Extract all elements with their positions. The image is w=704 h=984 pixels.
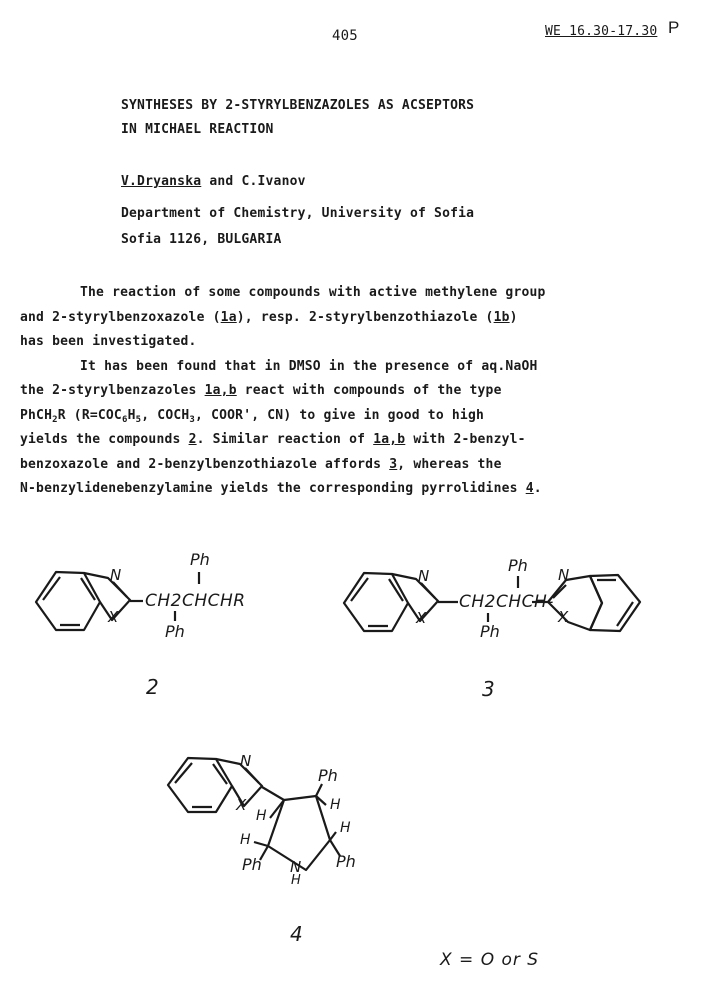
affiliation-line-2: Sofia 1126, BULGARIA bbox=[121, 232, 282, 247]
s3-chain-label: CH2CHCH- bbox=[459, 592, 554, 612]
compound-ref-1a: 1a bbox=[220, 309, 237, 325]
s2-ph-top: Ph bbox=[190, 550, 210, 569]
benzene-ring bbox=[36, 572, 100, 630]
s4-ph1-label: Ph bbox=[318, 766, 338, 785]
abstract-p2-line-2: the 2-styrylbenzazoles 1a,b react with compounds of the type bbox=[20, 383, 502, 398]
compound-ref-3: 3 bbox=[389, 456, 398, 472]
s4-number: 4 bbox=[290, 922, 303, 946]
abstract-p2-line-4: yields the compounds 2. Similar reaction of 1a,b with 2-benzyl- bbox=[20, 432, 526, 447]
abstract-p2-line-3: PhCH$_2$R ($R=COC_6H_5$, $COCH_3$, COOR', CN) to give in good to high bbox=[20, 407, 484, 425]
s3-ph-top: Ph bbox=[508, 556, 528, 575]
paper-title-line-1: SYNTHESES BY 2-STYRYLBENZAZOLES AS ACSEPTORS bbox=[121, 98, 475, 113]
s4-h2-label: H bbox=[330, 797, 341, 813]
page-number: 405 bbox=[332, 28, 358, 44]
compound-ref-4: 4 bbox=[525, 481, 534, 496]
s4-x-label: X bbox=[236, 796, 247, 814]
compound-ref-1ab: 1a,b bbox=[204, 383, 237, 398]
affiliation-line-1: Department of Chemistry, University of Sofia bbox=[121, 206, 475, 221]
s4-ph2-label: Ph bbox=[242, 855, 262, 874]
azole-ring bbox=[84, 573, 130, 620]
s3-x2-label: X bbox=[558, 608, 569, 626]
session-time: WE 16.30-17.30 bbox=[545, 24, 658, 39]
s3-x1-label: X bbox=[416, 609, 427, 627]
s3-n2-label: N bbox=[558, 566, 570, 584]
s4-n-label: N bbox=[240, 752, 252, 770]
abstract-p2-line-6: N-benzylidenebenzylamine yields the corresponding pyrrolidines 4. bbox=[20, 481, 542, 496]
s4-nh-h-label: H bbox=[291, 873, 301, 888]
s3-ph-bottom: Ph bbox=[480, 622, 500, 641]
authors bbox=[121, 174, 306, 189]
s2-number: 2 bbox=[146, 675, 159, 699]
x-legend: X = O or S bbox=[440, 950, 540, 970]
s2-chain-label: CH2CHCHR bbox=[145, 591, 246, 611]
session-mark: P bbox=[668, 18, 680, 37]
abstract-p1-line-1: The reaction of some compounds with active methylene group bbox=[80, 285, 546, 300]
s3-n1-label: N bbox=[418, 567, 430, 585]
abstract-p2-line-5: benzoxazole and 2-benzylbenzothiazole affords 3, whereas the bbox=[20, 456, 502, 472]
abstract-p2-line-1: It has been found that in DMSO in the presence of aq.NaOH bbox=[80, 358, 538, 374]
pyrrolidine-ring bbox=[268, 796, 330, 870]
s2-ph-bottom: Ph bbox=[165, 622, 185, 641]
author-2: C.Ivanov bbox=[241, 174, 306, 189]
s4-h4-label: H bbox=[240, 832, 251, 848]
s4-nh-n-label: N bbox=[290, 858, 302, 876]
compound-ref-1b: 1b bbox=[493, 309, 510, 325]
authors-and: and bbox=[209, 174, 234, 189]
author-1: V.Dryanska bbox=[121, 174, 202, 189]
s2-n-label: N bbox=[110, 566, 122, 584]
abstract-p1-line-3: has been investigated. bbox=[20, 334, 197, 349]
s4-h1-label: H bbox=[256, 808, 267, 824]
abstract bbox=[20, 281, 546, 502]
abstract-p1-line-2: and 2-styrylbenzoxazole (1a), resp. 2-styrylbenzothiazole (1b) bbox=[20, 309, 518, 325]
s4-h3-label: H bbox=[340, 820, 351, 836]
s2-x-label: X bbox=[108, 608, 119, 626]
paper-title-line-2: IN MICHAEL REACTION bbox=[121, 122, 274, 137]
s4-ph3-label: Ph bbox=[336, 852, 356, 871]
s3-number: 3 bbox=[482, 677, 495, 701]
compound-ref-1ab-2: 1a,b bbox=[373, 432, 406, 447]
compound-ref-2: 2 bbox=[188, 432, 197, 447]
